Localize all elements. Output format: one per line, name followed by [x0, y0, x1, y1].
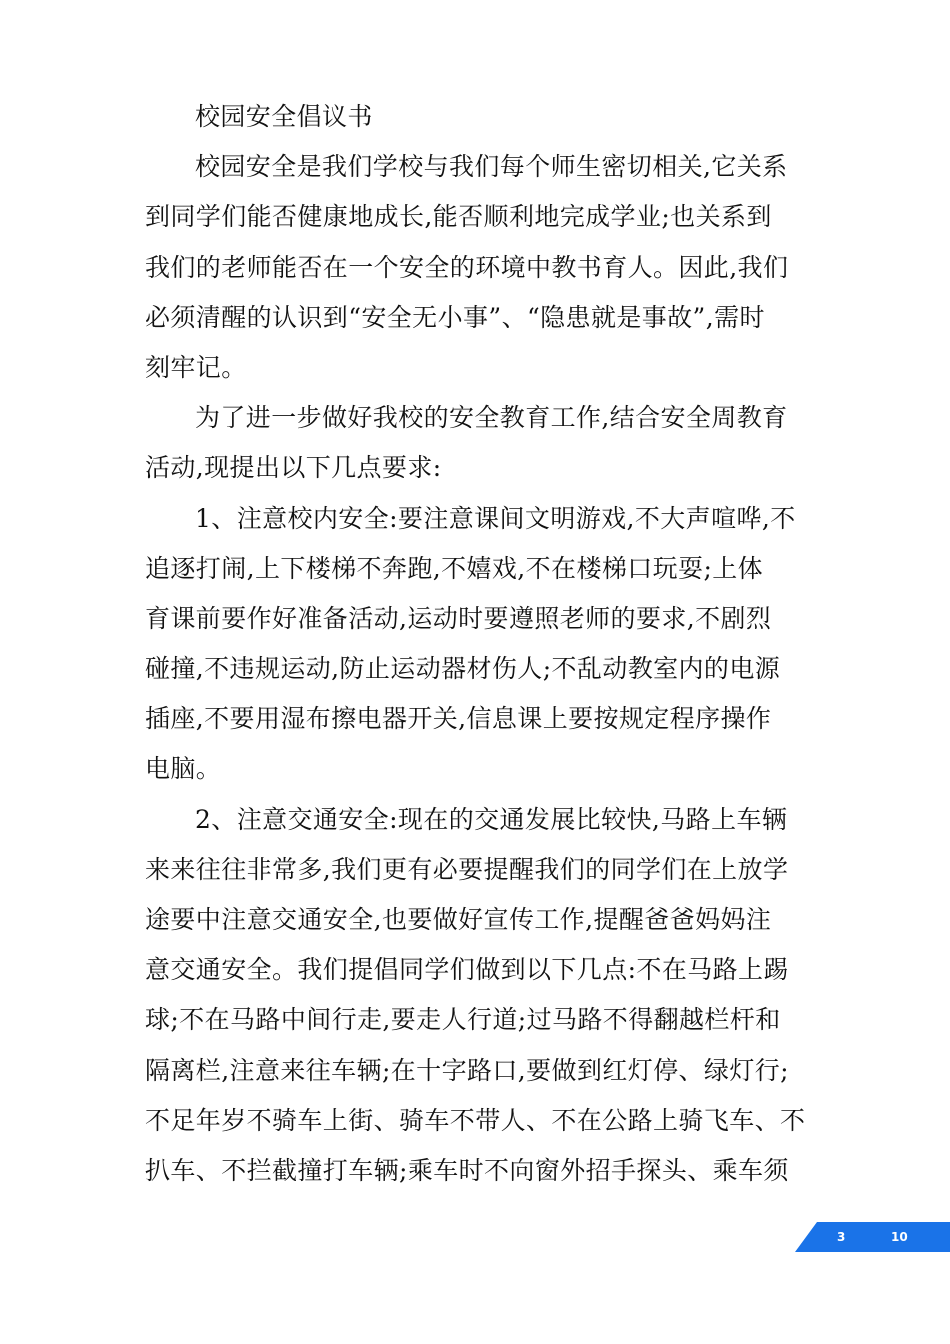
paragraph-line: 电脑。 [145, 754, 222, 784]
paragraph-line: 为了进一步做好我校的安全教育工作,结合安全周教育 [195, 403, 788, 433]
document-title: 校园安全倡议书 [195, 102, 373, 131]
paragraph-line: 刻牢记。 [145, 352, 247, 382]
paragraph-line: 途要中注意交通安全,也要做好宣传工作,提醒爸爸妈妈注 [145, 905, 772, 934]
paragraph-line: 2、注意交通安全:现在的交通发展比较快,马路上车辆 [195, 804, 788, 834]
paragraph-line: 碰撞,不违规运动,防止运动器材伤人;不乱动教室内的电源 [145, 654, 781, 684]
paragraph-line: 隔离栏,注意来往车辆;在十字路口,要做到红灯停、绿灯行; [145, 1055, 789, 1085]
total-pages-number: 10 [891, 1230, 908, 1244]
paragraph-line: 1、注意校内安全:要注意课间文明游戏,不大声喧哗,不 [195, 503, 796, 533]
current-page-number: 3 [837, 1230, 846, 1244]
paragraph-line: 育课前要作好准备活动,运动时要遵照老师的要求,不剧烈 [145, 603, 772, 633]
paragraph-line: 校园安全是我们学校与我们每个师生密切相关,它关系 [195, 152, 788, 182]
paragraph-line: 意交通安全。我们提倡同学们做到以下几点:不在马路上踢 [145, 955, 789, 985]
page-footer [795, 1222, 950, 1252]
paragraph-line: 来来往往非常多,我们更有必要提醒我们的同学们在上放学 [145, 854, 789, 884]
paragraph-line: 扒车、不拦截撞打车辆;乘车时不向窗外招手探头、乘车须 [145, 1155, 789, 1185]
paragraph-line: 不足年岁不骑车上街、骑车不带人、不在公路上骑飞车、不 [145, 1105, 806, 1135]
footer-banner [795, 1222, 950, 1252]
paragraph-line: 追逐打闹,上下楼梯不奔跑,不嬉戏,不在楼梯口玩耍;上体 [145, 553, 764, 583]
document-body [145, 92, 809, 1196]
paragraph-line: 必须清醒的认识到“安全无小事”、“隐患就是事故”,需时 [145, 302, 765, 332]
paragraph-line: 我们的老师能否在一个安全的环境中教书育人。因此,我们 [145, 252, 789, 282]
paragraph-line: 插座,不要用湿布擦电器开关,信息课上要按规定程序操作 [145, 704, 772, 734]
paragraph-line: 活动,现提出以下几点要求: [145, 453, 442, 483]
paragraph-line: 球;不在马路中间行走,要走人行道;过马路不得翻越栏杆和 [145, 1005, 781, 1035]
paragraph-line: 到同学们能否健康地成长,能否顺利地完成学业;也关系到 [145, 202, 772, 232]
